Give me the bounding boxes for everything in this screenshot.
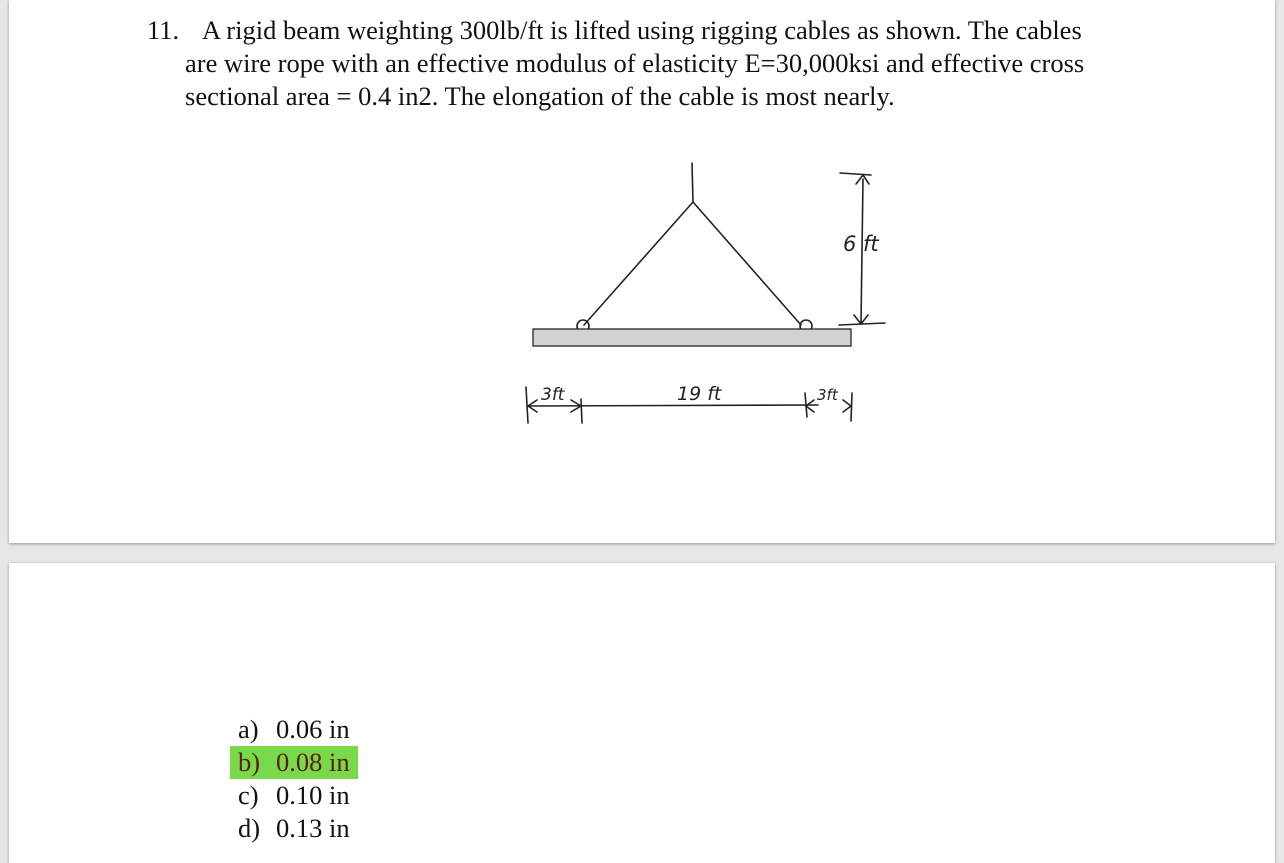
question-line: A rigid beam weighting 300lb/ft is lifted using rigging cables as shown. The cables (202, 15, 1082, 45)
left-cable (584, 202, 693, 325)
right-end-tick (851, 393, 852, 421)
arrow-right-2 (843, 400, 851, 412)
rigid-beam (533, 329, 851, 346)
question-line: sectional area = 0.4 in2. The elongation of the cable is most nearly. (185, 81, 895, 111)
option-letter: d) (238, 813, 261, 843)
page-1 (9, 0, 1275, 543)
dim-bottom-tick (839, 323, 885, 325)
option-d[interactable] (230, 812, 358, 845)
option-letter: a) (238, 714, 259, 744)
option-c[interactable] (230, 779, 358, 812)
span-label: 19 ft (677, 383, 722, 405)
option-text: 0.06 in (276, 714, 350, 744)
left-cable-tick (581, 399, 582, 423)
height-dim-label: 6 ft (843, 232, 879, 256)
hook-line (692, 163, 693, 202)
option-letter: b) (238, 747, 261, 777)
dim-top-tick (840, 173, 871, 175)
option-letter: c) (238, 780, 259, 810)
left-end-tick (526, 387, 528, 423)
beam-rigging-figure (509, 155, 909, 435)
answer-options (230, 713, 358, 845)
right-overhang-label: 3ft (817, 386, 838, 404)
question-number: 11. (147, 15, 180, 45)
option-text: 0.13 in (276, 813, 350, 843)
option-text: 0.08 in (276, 747, 350, 777)
span-dim-line (527, 405, 818, 406)
option-a[interactable] (230, 713, 358, 746)
page-2 (9, 563, 1275, 863)
question-line: are wire rope with an effective modulus of elasticity E=30,000ksi and effective cross (185, 48, 1085, 78)
question-text (185, 14, 1175, 113)
right-cable (693, 202, 801, 325)
option-text: 0.10 in (276, 780, 350, 810)
option-b[interactable] (230, 746, 358, 779)
left-overhang-label: 3ft (541, 385, 565, 405)
